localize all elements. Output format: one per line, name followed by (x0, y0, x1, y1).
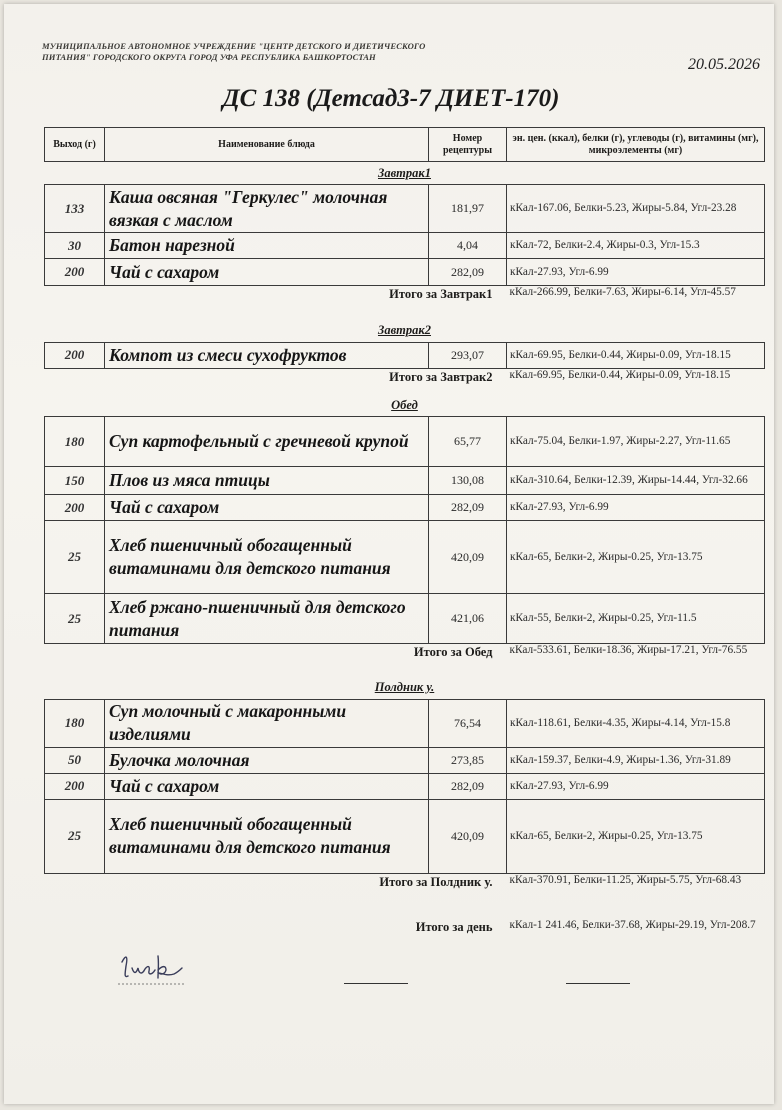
dish-row (45, 233, 765, 259)
dish-nutrition: кКал-65, Белки-2, Жиры-0.25, Угл-13.75 (507, 521, 765, 594)
meal-section-header (45, 394, 765, 417)
dish-recipe-number: 181,97 (429, 185, 507, 233)
dish-name: Чай с сахаром (105, 495, 429, 521)
menu-table (44, 127, 765, 953)
meal-title: Обед (391, 397, 418, 412)
dish-output: 200 (45, 495, 105, 521)
meal-total-label: Итого за Полдник у. (379, 874, 493, 889)
dish-name: Хлеб пшеничный обогащенный витаминами для детского питания (105, 521, 429, 594)
dish-row (45, 521, 765, 594)
dish-row (45, 495, 765, 521)
meal-total-row (45, 873, 765, 907)
dish-output: 25 (45, 799, 105, 873)
signature (116, 948, 188, 990)
dish-name: Хлеб ржано-пшеничный для детского питания (105, 594, 429, 644)
dish-recipe-number: 282,09 (429, 773, 507, 799)
meal-total-row (45, 368, 765, 394)
dish-output: 50 (45, 747, 105, 773)
dish-row (45, 699, 765, 747)
dish-nutrition: кКал-69.95, Белки-0.44, Жиры-0.09, Угл-18.15 (507, 342, 765, 368)
day-total-label: Итого за день (415, 920, 493, 934)
organization-name: МУНИЦИПАЛЬНОЕ АВТОНОМНОЕ УЧРЕЖДЕНИЕ "ЦЕНТР ДЕТСКОГО И ДИЕТИЧЕСКОГО ПИТАНИЯ" ГОРОДСКОГО ОКРУГА ГОРОД УФА РЕСПУБЛИКА БАШКОРТОСТАН (42, 41, 426, 62)
meal-section-header (45, 677, 765, 700)
dish-name: Батон нарезной (105, 233, 429, 259)
meal-total-label: Итого за Обед (413, 645, 493, 659)
dish-nutrition: кКал-310.64, Белки-12.39, Жиры-14.44, Угл-32.66 (507, 467, 765, 495)
dish-nutrition: кКал-75.04, Белки-1.97, Жиры-2.27, Угл-11.65 (507, 417, 765, 467)
meal-title: Полдник у. (374, 680, 435, 694)
dish-nutrition: кКал-118.61, Белки-4.35, Жиры-4.14, Угл-15.8 (507, 699, 765, 747)
spacer-cell (45, 907, 765, 919)
dish-row (45, 259, 765, 286)
dish-name: Чай с сахаром (105, 259, 429, 286)
meal-total-row (45, 644, 765, 677)
page-title: ДС 138 (Детсад3-7 ДИЕТ-170) (222, 85, 560, 112)
dish-name: Каша овсяная "Геркулес" молочная вязкая с маслом (105, 185, 429, 233)
dish-output: 30 (45, 233, 105, 259)
dish-recipe-number: 273,85 (429, 747, 507, 773)
dish-recipe-number: 76,54 (429, 699, 507, 747)
meal-total-label: Итого за Завтрак1 (389, 287, 493, 301)
dish-output: 180 (45, 699, 105, 747)
dish-output: 150 (45, 467, 105, 495)
dish-nutrition: кКал-27.93, Угл-6.99 (507, 495, 765, 521)
dish-row (45, 417, 765, 467)
dish-recipe-number: 420,09 (429, 521, 507, 594)
column-header-output: Выход (г) (45, 128, 105, 162)
signature-line-3 (566, 983, 630, 984)
dish-nutrition: кКал-167.06, Белки-5.23, Жиры-5.84, Угл-23.28 (507, 185, 765, 233)
dish-recipe-number: 282,09 (429, 259, 507, 286)
meal-total-value: кКал-370.91, Белки-11.25, Жиры-5.75, Угл-68.43 (509, 873, 742, 886)
meal-total-row (45, 286, 765, 320)
dish-recipe-number: 421,06 (429, 594, 507, 644)
dish-name: Суп молочный с макаронными изделиями (105, 699, 429, 747)
dish-row (45, 467, 765, 495)
meal-section-header (45, 320, 765, 343)
dish-nutrition: кКал-27.93, Угл-6.99 (507, 773, 765, 799)
menu-date: 20.05.2026 (688, 56, 760, 73)
meal-title: Завтрак1 (377, 165, 431, 180)
dish-recipe-number: 420,09 (429, 799, 507, 873)
dish-name: Плов из мяса птицы (105, 467, 429, 495)
dish-nutrition: кКал-72, Белки-2.4, Жиры-0.3, Угл-15.3 (507, 233, 765, 259)
signature-line-2 (344, 983, 408, 984)
dish-output: 25 (45, 521, 105, 594)
dish-recipe-number: 293,07 (429, 342, 507, 368)
dish-row (45, 185, 765, 233)
dish-row (45, 342, 765, 368)
meal-section-header (45, 162, 765, 185)
dish-output: 133 (45, 185, 105, 233)
column-header-name: Наименование блюда (105, 128, 429, 162)
dish-recipe-number: 282,09 (429, 495, 507, 521)
dish-nutrition: кКал-55, Белки-2, Жиры-0.25, Угл-11.5 (507, 594, 765, 644)
dish-name: Булочка молочная (105, 747, 429, 773)
meal-total-value: кКал-533.61, Белки-18.36, Жиры-17.21, Угл-76.55 (509, 644, 748, 656)
meal-total-label: Итого за Завтрак2 (389, 369, 493, 384)
column-header-nutrition: эн. цен. (ккал), белки (г), углеводы (г), витамины (мг), микроэлементы (мг) (507, 128, 765, 162)
meal-total-value: кКал-266.99, Белки-7.63, Жиры-6.14, Угл-45.57 (509, 286, 736, 298)
dish-recipe-number: 4,04 (429, 233, 507, 259)
dish-recipe-number: 130,08 (429, 467, 507, 495)
dish-name: Хлеб пшеничный обогащенный витаминами для детского питания (105, 799, 429, 873)
dish-name: Суп картофельный с гречневой крупой (105, 417, 429, 467)
day-total-value: кКал-1 241.46, Белки-37.68, Жиры-29.19, Угл-208.7 (509, 919, 756, 931)
dish-name: Чай с сахаром (105, 773, 429, 799)
dish-row (45, 799, 765, 873)
dish-name: Компот из смеси сухофруктов (105, 342, 429, 368)
meal-title: Завтрак2 (377, 323, 431, 337)
meal-total-value: кКал-69.95, Белки-0.44, Жиры-0.09, Угл-18.15 (509, 368, 731, 381)
dish-row (45, 594, 765, 644)
spacer-row (45, 907, 765, 919)
dish-output: 200 (45, 773, 105, 799)
dish-output: 180 (45, 417, 105, 467)
dish-nutrition: кКал-27.93, Угл-6.99 (507, 259, 765, 286)
dish-recipe-number: 65,77 (429, 417, 507, 467)
dish-row (45, 747, 765, 773)
dish-row (45, 773, 765, 799)
column-header-recipe: Номер рецептуры (429, 128, 507, 162)
dish-output: 200 (45, 259, 105, 286)
dish-output: 200 (45, 342, 105, 368)
menu-table-body (45, 162, 765, 954)
table-header-row (45, 128, 765, 162)
dish-output: 25 (45, 594, 105, 644)
dish-nutrition: кКал-159.37, Белки-4.9, Жиры-1.36, Угл-31.89 (507, 747, 765, 773)
dish-nutrition: кКал-65, Белки-2, Жиры-0.25, Угл-13.75 (507, 799, 765, 873)
